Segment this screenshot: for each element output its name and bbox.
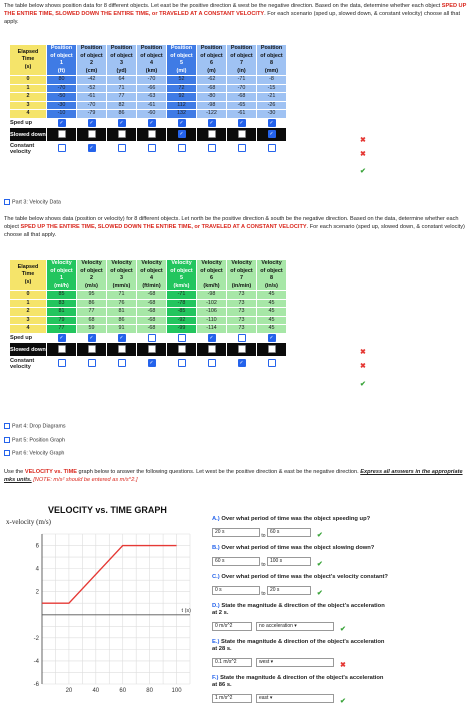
- answer-checkbox[interactable]: [268, 345, 276, 353]
- table-row: [10, 325, 287, 334]
- part3-table-wrap: [9, 259, 287, 371]
- data-cell: -10: [47, 110, 77, 119]
- data-cell: 86: [107, 110, 137, 119]
- answer-checkbox[interactable]: [268, 359, 276, 367]
- answer-checkbox[interactable]: [238, 334, 246, 342]
- time-cell: 0: [10, 291, 47, 300]
- column-header: Velocity of object 7 (in/min): [227, 260, 257, 291]
- position-data-table: [9, 44, 287, 156]
- data-cell: 132: [167, 110, 197, 119]
- y-tick-label: -2: [33, 635, 39, 642]
- data-cell: -30: [257, 110, 287, 119]
- column-header: Velocity of object 5 (km/s): [167, 260, 197, 291]
- answer-checkbox[interactable]: [208, 345, 216, 353]
- data-cell: 73: [227, 308, 257, 317]
- answer-checkbox[interactable]: ✓: [179, 131, 184, 138]
- data-cell: -68: [137, 325, 167, 334]
- answer-checkbox[interactable]: ✓: [269, 131, 274, 138]
- data-cell: -50: [47, 93, 77, 102]
- question-text: [212, 639, 470, 646]
- answer-checkbox[interactable]: [178, 345, 186, 353]
- velocity-chart: [4, 500, 200, 695]
- data-cell: 73: [227, 316, 257, 325]
- y-tick-label: -6: [33, 682, 39, 688]
- answer-row: [10, 118, 287, 128]
- data-cell: 72: [167, 84, 197, 93]
- answer-checkbox[interactable]: ✓: [149, 119, 154, 126]
- answer-row: [10, 343, 287, 357]
- answer-row: [212, 553, 470, 571]
- answer-row-label: Sped up: [10, 333, 47, 343]
- question-letter: C.): [212, 574, 220, 580]
- answer-row-label: Slowed down: [10, 128, 47, 142]
- column-header: Position of object 1 (ft): [47, 45, 77, 76]
- answer-row: [10, 128, 287, 142]
- time-cell: 1: [10, 84, 47, 93]
- time-cell: 3: [10, 101, 47, 110]
- start-time-input[interactable]: 60 s: [212, 557, 260, 566]
- direction-select[interactable]: west ▾: [256, 658, 334, 667]
- question-body: State the magnitude & direction of the object's acceleration: [218, 675, 384, 681]
- answer-checkbox[interactable]: [118, 345, 126, 353]
- answer-checkbox[interactable]: [178, 334, 186, 342]
- data-cell: -70: [77, 101, 107, 110]
- column-header: Velocity of object 4 (ft/min): [137, 260, 167, 291]
- part6-header[interactable]: Part 6: Velocity Graph: [4, 450, 64, 456]
- data-cell: -71: [167, 291, 197, 300]
- end-time-input[interactable]: 100 s: [267, 557, 311, 566]
- part3-header: Part 3: Velocity Data: [4, 199, 61, 205]
- data-cell: -68: [227, 93, 257, 102]
- answer-checkbox[interactable]: ✓: [209, 119, 214, 126]
- velocity-data-table: [9, 259, 287, 371]
- data-cell: 77: [107, 93, 137, 102]
- answer-checkbox[interactable]: [148, 144, 156, 152]
- data-cell: -99: [167, 325, 197, 334]
- question-text: at 86 s.: [212, 682, 232, 688]
- part6-intro: Use the VELOCITY vs. TIME graph below to answer the following questions. Let west be the positive direction & east be the negative direction. Express all answers in the appropriate mks units. [NOTE: m/s² should be entered as m/s^2.]: [4, 469, 463, 483]
- answer-checkbox[interactable]: [88, 345, 96, 353]
- question-letter: F.): [212, 675, 219, 681]
- part3-intro: The table below shows data (position or velocity) for 8 different objects. Let north be the positive direction & south be the negative direction. Based on the data, determine whether each object SPED UP THE ENTIRE TIME, SLOWED DOWN THE ENTIRE TIME, or TRAVELED AT A CONSTANT VELOCITY. For each scenario (sped up, slowed down, & constant velocity) choose all that apply.: [4, 216, 465, 238]
- chart-svg: [4, 500, 200, 695]
- answer-checkbox[interactable]: [118, 130, 126, 138]
- answer-mark: ✔: [338, 626, 346, 633]
- answer-checkbox[interactable]: ✓: [269, 334, 274, 341]
- answer-row: [10, 142, 287, 156]
- question-text: at 2 s.: [212, 610, 229, 616]
- data-cell: 52: [167, 76, 197, 85]
- data-cell: -110: [197, 316, 227, 325]
- data-cell: 79: [47, 316, 77, 325]
- part1-intro: The table below shows position data for 8 different objects. Let east be the positive direction & west be the negative direction. Based on the data, determine whether each object SPED UP THE ENTIRE TIME, SLOWED DOWN THE ENTIRE TIME, or TRAVELED AT A CONSTANT VELOCITY. For each scenario (sped up, slowed down, & constant velocity) choose all that apply.: [4, 3, 467, 25]
- data-cell: 80: [47, 76, 77, 85]
- time-cell: 0: [10, 76, 47, 85]
- data-cell: 112: [167, 101, 197, 110]
- question-body: Over what period of time was the object's velocity constant?: [219, 574, 388, 580]
- expand-icon[interactable]: [4, 450, 10, 456]
- x-tick-label: 100: [171, 688, 182, 694]
- answer-checkbox[interactable]: ✓: [119, 119, 124, 126]
- answer-checkbox[interactable]: [58, 144, 66, 152]
- data-cell: 59: [77, 325, 107, 334]
- data-cell: -62: [197, 76, 227, 85]
- data-cell: 81: [47, 308, 77, 317]
- direction-select[interactable]: east ▾: [256, 694, 334, 703]
- y-tick-label: -4: [33, 658, 39, 665]
- column-header: Position of object 4 (km): [137, 45, 167, 76]
- table-row: [10, 291, 287, 300]
- x-axis-label: t (s): [181, 607, 191, 614]
- time-cell: 2: [10, 308, 47, 317]
- column-header: Elapsed Time (s): [10, 260, 47, 291]
- answer-row: [212, 690, 470, 708]
- data-cell: -15: [257, 84, 287, 93]
- data-cell: -68: [137, 299, 167, 308]
- time-cell: 4: [10, 110, 47, 119]
- data-cell: 64: [107, 76, 137, 85]
- data-cell: 81: [107, 308, 137, 317]
- data-cell: -68: [197, 84, 227, 93]
- data-cell: -78: [167, 299, 197, 308]
- answer-mark: ✖: [338, 662, 346, 669]
- question-d: [212, 603, 470, 636]
- answer-row: [212, 582, 470, 600]
- answer-checkbox[interactable]: [208, 144, 216, 152]
- question-text: [212, 675, 470, 682]
- answer-checkbox[interactable]: ✓: [89, 145, 94, 152]
- start-time-input[interactable]: 0 s: [212, 586, 260, 595]
- question-text: [212, 603, 470, 610]
- answer-checkbox[interactable]: ✓: [59, 119, 64, 126]
- expand-icon[interactable]: [4, 437, 10, 443]
- data-cell: -26: [257, 101, 287, 110]
- end-time-input[interactable]: 20 s: [267, 586, 311, 595]
- answer-row-label: Constant velocity: [10, 142, 47, 156]
- answer-mark: ✔: [338, 698, 346, 705]
- part5-header[interactable]: Part 5: Position Graph: [4, 437, 65, 443]
- acceleration-input[interactable]: 0.1 m/s^2: [212, 658, 252, 667]
- column-header: Position of object 8 (mm): [257, 45, 287, 76]
- data-cell: 71: [107, 84, 137, 93]
- table-row: [10, 101, 287, 110]
- column-header: Position of object 3 (yd): [107, 45, 137, 76]
- answer-checkbox[interactable]: [238, 144, 246, 152]
- column-header: Position of object 5 (mi): [167, 45, 197, 76]
- data-cell: 73: [227, 291, 257, 300]
- answer-checkbox[interactable]: ✓: [179, 119, 184, 126]
- column-header: Position of object 7 (in): [227, 45, 257, 76]
- data-cell: -61: [137, 101, 167, 110]
- column-header: Position of object 2 (cm): [77, 45, 107, 76]
- data-cell: -98: [197, 101, 227, 110]
- answer-checkbox[interactable]: [208, 130, 216, 138]
- data-cell: -61: [227, 110, 257, 119]
- answer-checkbox[interactable]: ✓: [239, 119, 244, 126]
- answer-row: [212, 654, 470, 672]
- to-label: to: [260, 562, 267, 568]
- column-header: Velocity of object 8 (in/s): [257, 260, 287, 291]
- part1-table-wrap: [9, 44, 287, 156]
- data-cell: -92: [167, 316, 197, 325]
- question-text: at 28 s.: [212, 646, 232, 652]
- expand-icon[interactable]: [4, 423, 10, 429]
- data-cell: 86: [107, 316, 137, 325]
- data-cell: 45: [257, 299, 287, 308]
- x-tick-label: 40: [92, 688, 100, 694]
- table-row: [10, 308, 287, 317]
- end-time-input[interactable]: 60 s: [267, 528, 311, 537]
- part3-slowed-down-mark: ✖: [360, 363, 366, 370]
- column-header: Position of object 6 (m): [197, 45, 227, 76]
- answer-checkbox[interactable]: ✓: [89, 334, 94, 341]
- answer-checkbox[interactable]: [148, 334, 156, 342]
- question-body: State the magnitude & direction of the object's acceleration: [219, 603, 385, 609]
- data-cell: -98: [197, 291, 227, 300]
- answer-checkbox[interactable]: [178, 359, 186, 367]
- table-row: [10, 93, 287, 102]
- part4-header[interactable]: Part 4: Drop Diagrams: [4, 423, 66, 429]
- acceleration-input[interactable]: 1 m/s^2: [212, 694, 252, 703]
- expand-icon[interactable]: [4, 199, 10, 205]
- table-row: [10, 299, 287, 308]
- data-cell: -70: [137, 76, 167, 85]
- table-row: [10, 84, 287, 93]
- data-cell: 77: [47, 325, 77, 334]
- answer-checkbox[interactable]: [118, 144, 126, 152]
- data-cell: 45: [257, 308, 287, 317]
- question-letter: B.): [212, 545, 220, 551]
- acceleration-input[interactable]: 0 m/s^2: [212, 622, 252, 631]
- data-cell: -61: [77, 93, 107, 102]
- data-cell: -21: [257, 93, 287, 102]
- data-cell: -79: [77, 110, 107, 119]
- answer-checkbox[interactable]: ✓: [89, 119, 94, 126]
- part1-sped-up-mark: ✖: [360, 137, 366, 144]
- data-cell: 71: [107, 291, 137, 300]
- data-cell: -68: [137, 316, 167, 325]
- to-label: to: [260, 533, 267, 539]
- data-cell: 82: [107, 101, 137, 110]
- data-cell: 77: [77, 308, 107, 317]
- data-cell: 73: [227, 325, 257, 334]
- data-cell: -102: [197, 299, 227, 308]
- part1-constant-mark: ✔: [360, 168, 366, 175]
- data-cell: -80: [197, 93, 227, 102]
- chart-title: VELOCITY vs. TIME GRAPH: [48, 505, 167, 515]
- question-f: [212, 675, 470, 708]
- answer-checkbox[interactable]: [268, 144, 276, 152]
- answer-checkbox[interactable]: [58, 130, 66, 138]
- answer-row-label: Sped up: [10, 118, 47, 128]
- question-text: [212, 516, 470, 523]
- column-header: Elapsed Time (s): [10, 45, 47, 76]
- data-cell: -30: [47, 101, 77, 110]
- data-cell: 45: [257, 316, 287, 325]
- answer-checkbox[interactable]: [58, 345, 66, 353]
- data-cell: 83: [47, 299, 77, 308]
- answer-checkbox[interactable]: [148, 130, 156, 138]
- question-text: [212, 545, 470, 552]
- answer-checkbox[interactable]: [178, 144, 186, 152]
- answer-row: [10, 333, 287, 343]
- data-cell: -8: [257, 76, 287, 85]
- answer-checkbox[interactable]: ✓: [149, 360, 154, 367]
- data-cell: 92: [167, 93, 197, 102]
- column-header: Velocity of object 2 (m/s): [77, 260, 107, 291]
- data-cell: -66: [137, 84, 167, 93]
- question-text: [212, 574, 470, 581]
- answer-row-label: Constant velocity: [10, 357, 47, 371]
- direction-select[interactable]: no acceleration ▾: [256, 622, 334, 631]
- answer-checkbox[interactable]: ✓: [119, 334, 124, 341]
- start-time-input[interactable]: 20 s: [212, 528, 260, 537]
- answer-row: [10, 357, 287, 371]
- question-body: Over what period of time was the object slowing down?: [219, 545, 375, 551]
- table-row: [10, 316, 287, 325]
- time-cell: 4: [10, 325, 47, 334]
- question-letter: E.): [212, 639, 220, 645]
- question-letter: A.): [212, 516, 220, 522]
- data-cell: -68: [137, 308, 167, 317]
- table-row: [10, 110, 287, 119]
- data-cell: 45: [257, 325, 287, 334]
- answer-row-label: Slowed down: [10, 343, 47, 357]
- question-b: [212, 545, 470, 571]
- question-e: [212, 639, 470, 672]
- data-cell: -65: [227, 101, 257, 110]
- data-cell: -70: [47, 84, 77, 93]
- data-cell: -114: [197, 325, 227, 334]
- answer-mark: ✔: [314, 590, 323, 597]
- data-cell: -68: [137, 291, 167, 300]
- data-cell: -122: [197, 110, 227, 119]
- answer-checkbox[interactable]: [58, 359, 66, 367]
- data-cell: 91: [107, 325, 137, 334]
- data-cell: -106: [197, 308, 227, 317]
- data-cell: 76: [107, 299, 137, 308]
- answer-checkbox[interactable]: ✓: [209, 334, 214, 341]
- answer-checkbox[interactable]: [118, 359, 126, 367]
- question-a: [212, 516, 470, 542]
- table-row: [10, 76, 287, 85]
- answer-checkbox[interactable]: ✓: [269, 119, 274, 126]
- x-tick-label: 60: [119, 688, 127, 694]
- question-body: State the magnitude & direction of the object's acceleration: [219, 639, 385, 645]
- answer-row: [212, 618, 470, 636]
- data-cell: -60: [137, 110, 167, 119]
- data-cell: 45: [257, 291, 287, 300]
- answer-checkbox[interactable]: [148, 345, 156, 353]
- data-cell: -70: [227, 84, 257, 93]
- data-cell: -71: [227, 76, 257, 85]
- data-cell: 85: [47, 291, 77, 300]
- data-cell: 73: [227, 299, 257, 308]
- question-letter: D.): [212, 603, 220, 609]
- answer-checkbox[interactable]: [238, 130, 246, 138]
- x-tick-label: 20: [65, 688, 73, 694]
- answer-mark: ✔: [314, 532, 323, 539]
- questions-panel: [212, 516, 470, 711]
- question-c: [212, 574, 470, 600]
- answer-checkbox[interactable]: [88, 130, 96, 138]
- column-header: Velocity of object 3 (mm/s): [107, 260, 137, 291]
- answer-checkbox[interactable]: [208, 359, 216, 367]
- answer-row: [212, 524, 470, 542]
- answer-checkbox[interactable]: ✓: [59, 334, 64, 341]
- data-cell: -52: [77, 84, 107, 93]
- part3-sped-up-mark: ✖: [360, 349, 366, 356]
- chart-ylabel: x-velocity (m/s): [6, 518, 51, 526]
- y-tick-label: 4: [35, 566, 39, 573]
- data-cell: 95: [77, 291, 107, 300]
- answer-checkbox[interactable]: [238, 345, 246, 353]
- data-cell: -85: [167, 308, 197, 317]
- column-header: Velocity of object 6 (km/h): [197, 260, 227, 291]
- x-tick-label: 80: [146, 688, 153, 694]
- data-cell: 86: [77, 299, 107, 308]
- question-body: Over what period of time was the object speeding up?: [219, 516, 371, 522]
- data-cell: -63: [137, 93, 167, 102]
- y-tick-label: 2: [35, 589, 39, 596]
- time-cell: 1: [10, 299, 47, 308]
- to-label: to: [260, 591, 267, 597]
- time-cell: 3: [10, 316, 47, 325]
- column-header: Velocity of object 1 (mi/h): [47, 260, 77, 291]
- part3-constant-mark: ✔: [360, 381, 366, 388]
- data-cell: -42: [77, 76, 107, 85]
- answer-checkbox[interactable]: [88, 359, 96, 367]
- part1-slowed-down-mark: ✖: [360, 151, 366, 158]
- data-cell: 68: [77, 316, 107, 325]
- y-tick-label: 6: [35, 543, 39, 550]
- answer-mark: ✔: [314, 561, 323, 568]
- time-cell: 2: [10, 93, 47, 102]
- answer-checkbox[interactable]: ✓: [239, 360, 244, 367]
